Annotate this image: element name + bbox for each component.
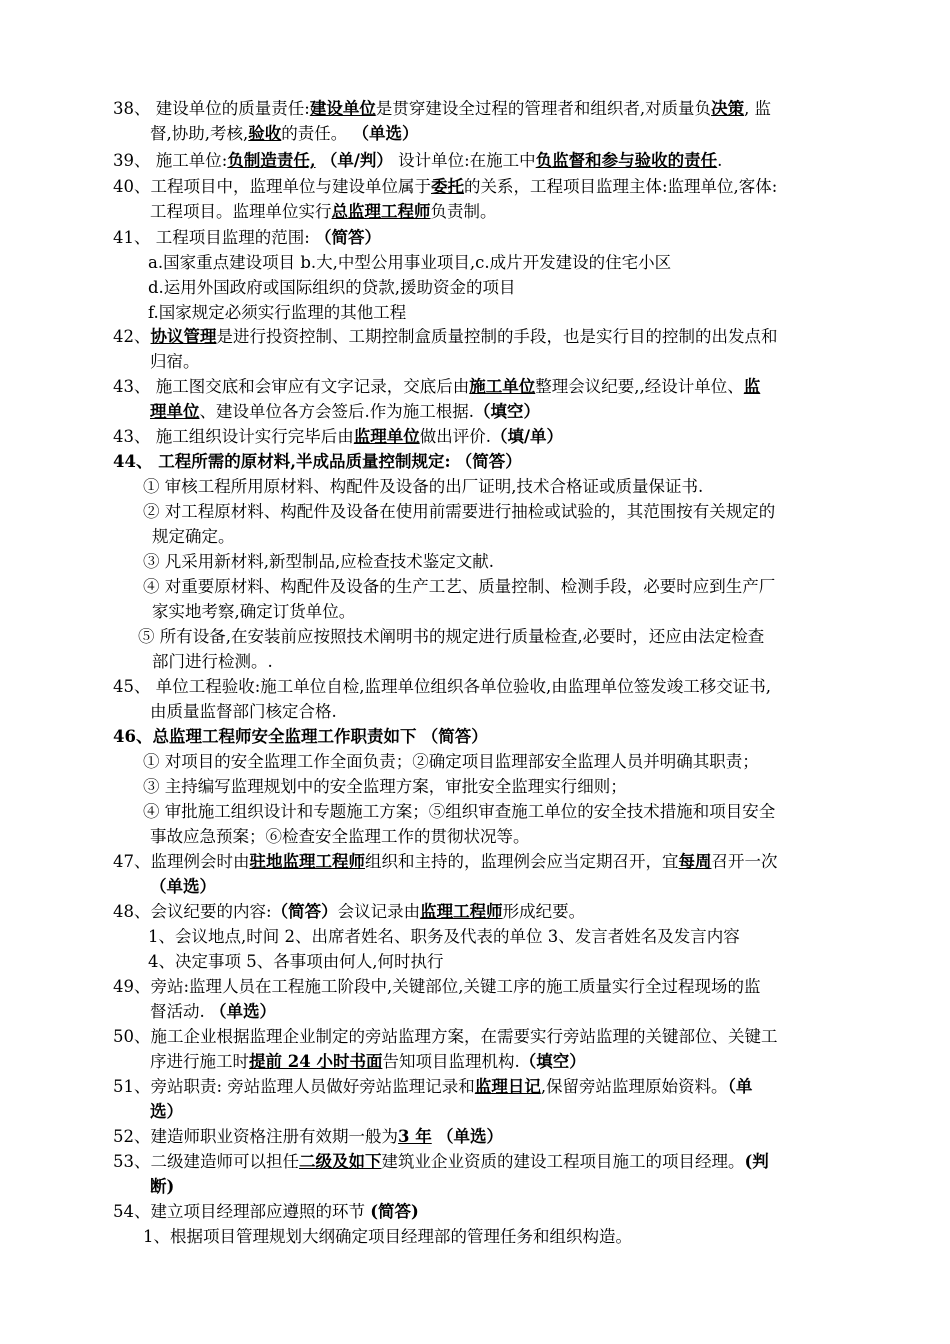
text-segment: 会议记录由 — [337, 902, 421, 921]
key-term: 理单位 — [150, 402, 200, 421]
bold-text: 断) — [150, 1177, 175, 1196]
text-segment: ,保留旁站监理原始资料。 — [540, 1077, 728, 1096]
text-segment: 序进行施工时 — [150, 1052, 249, 1071]
text-line — [150, 825, 530, 849]
text-segment: 工程项目。监理单位实行 — [150, 202, 332, 221]
text-line — [150, 200, 497, 224]
text-line — [150, 1050, 586, 1074]
text-line — [150, 1175, 174, 1199]
bold-text: (判 — [744, 1152, 769, 1171]
bold-text: （单选） — [436, 1127, 503, 1146]
text-segment: 督,协助,考核, — [150, 124, 249, 143]
text-segment: 做出评价. — [419, 427, 491, 446]
text-line — [150, 122, 419, 146]
text-line — [143, 500, 775, 524]
text-line — [113, 175, 777, 199]
text-segment: 家实地考察,确定订货单位。 — [152, 602, 356, 621]
text-line — [113, 97, 771, 121]
text-line — [150, 700, 337, 724]
text-line — [113, 1125, 503, 1149]
text-line — [113, 1200, 419, 1224]
text-segment: 的关系，工程项目监理主体:监理单位,客体: — [464, 177, 778, 196]
text-line — [113, 675, 771, 699]
text-line — [113, 1075, 752, 1099]
text-segment: 54、建立项目经理部应遵照的环节 — [113, 1202, 371, 1221]
text-segment: 组织和主持的，监理例会应当定期召开，宜 — [365, 852, 679, 871]
text-segment: 规定确定。 — [152, 527, 235, 546]
text-line — [113, 850, 778, 874]
text-segment: 由质量监督部门核定合格. — [150, 702, 337, 721]
key-term: 施工单位 — [469, 377, 536, 396]
text-line — [143, 1225, 632, 1249]
text-segment: 形成纪要。 — [502, 902, 586, 921]
text-line — [150, 875, 216, 899]
text-segment: a.国家重点建设项目 b.大,中型公用事业项目,c.成片开发建设的住宅小区 — [148, 253, 672, 272]
text-segment: 归宿。 — [150, 352, 200, 371]
bold-text: （填/单） — [491, 427, 564, 446]
text-segment: 整理会议纪要,,经设计单位、 — [535, 377, 744, 396]
text-line — [143, 800, 775, 824]
text-segment: , 监 — [744, 99, 772, 118]
bold-text: (简答) — [370, 1202, 419, 1221]
text-segment: 42、 — [113, 327, 151, 346]
text-line — [113, 450, 522, 474]
text-segment: 负责制。 — [430, 202, 497, 221]
text-segment: 事故应急预案；⑥检查安全监理工作的贯彻状况等。 — [150, 827, 530, 846]
text-segment: ② 对工程原材料、构配件及设备在使用前需要进行抽检或试验的，其范围按有关规定的 — [143, 502, 776, 521]
bold-text: （单选） — [210, 1002, 276, 1021]
text-segment: 设计单位:在施工中 — [392, 151, 536, 170]
text-segment: 1、会议地点,时间 2、出席者姓名、职务及代表的单位 3、发言者姓名及发言内容 — [148, 927, 740, 946]
text-line — [148, 276, 516, 300]
key-term: 监 — [743, 377, 761, 396]
bold-text: （单/判） — [320, 151, 393, 170]
bold-text: 44、 工程所需的原材料,半成品质量控制规定: — [113, 452, 451, 471]
text-line — [113, 1150, 769, 1174]
key-term: 决策 — [711, 99, 745, 118]
text-segment: 53、二级建造师可以担任 — [113, 1152, 299, 1171]
text-line — [152, 600, 355, 624]
text-segment: 4、决定事项 5、各事项由何人,何时执行 — [148, 952, 444, 971]
text-line — [113, 325, 778, 349]
text-segment: 45、 单位工程验收:施工单位自检,监理单位组织各单位验收,由监理单位签发竣工移交证书, — [113, 677, 772, 696]
text-segment: 49、旁站:监理人员在工程施工阶段中,关键部位,关键工序的施工质量实行全过程现场的监 — [113, 977, 761, 996]
key-term: 监理单位 — [353, 427, 420, 446]
text-line — [150, 1100, 183, 1124]
text-segment: 的责任。 — [281, 124, 353, 143]
key-term: 二级及如下 — [299, 1152, 382, 1171]
text-segment: ③ 主持编写监理规划中的安全监理方案，审批安全监理实行细则； — [143, 777, 627, 796]
bold-text: （填空） — [474, 402, 540, 421]
text-segment: ③ 凡采用新材料,新型制品,应检查技术鉴定文献. — [143, 552, 494, 571]
text-line — [143, 475, 703, 499]
text-segment: ① 对项目的安全监理工作全面负责；②确定项目监理部安全监理人员并明确其职责； — [143, 752, 759, 771]
key-term: 负制造责任, — [227, 151, 316, 170]
text-line — [113, 900, 585, 924]
text-segment: 50、施工企业根据监理企业制定的旁站监理方案，在需要实行旁站监理的关键部位、关键工 — [113, 1027, 778, 1046]
text-segment: 39、 施工单位: — [113, 151, 228, 170]
key-term: 建设单位 — [309, 99, 376, 118]
text-segment: 督活动. — [150, 1002, 210, 1021]
key-term: 验收 — [248, 124, 282, 143]
text-segment: 是进行投资控制、工期控制盒质量控制的手段，也是实行目的控制的出发点和 — [216, 327, 778, 346]
key-term: 总监理工程师 — [331, 202, 431, 221]
bold-text: 46、总监理工程师安全监理工作职责如下 — [113, 727, 417, 746]
text-segment: 43、 施工组织设计实行完毕后由 — [113, 427, 354, 446]
bold-text: （简答） — [421, 727, 488, 746]
key-term: 负监督和参与验收的责任 — [535, 151, 718, 170]
text-line — [143, 575, 775, 599]
text-segment: ⑤ 所有设备,在安装前应按照技术阐明书的规定进行质量检查,必要时，还应由法定检查 — [138, 627, 765, 646]
text-segment: 52、建造师职业资格注册有效期一般为 — [113, 1127, 398, 1146]
text-line — [113, 149, 722, 173]
text-segment: 51、旁站职责: 旁站监理人员做好旁站监理记录和 — [113, 1077, 475, 1096]
text-segment: 召开一次 — [711, 852, 778, 871]
bold-text: （单选） — [150, 877, 216, 896]
key-term: 提前 24 小时书面 — [249, 1052, 383, 1071]
text-segment: 、建设单位各方会签后.作为施工根据. — [199, 402, 474, 421]
text-line — [150, 400, 540, 424]
key-term: 驻地监理工程师 — [249, 852, 365, 871]
key-term: 3 年 — [398, 1127, 432, 1146]
bold-text: （填空） — [519, 1052, 586, 1071]
text-line — [113, 375, 760, 399]
text-segment: 48、会议纪要的内容: — [113, 902, 272, 921]
text-segment: 告知项目监理机构. — [382, 1052, 520, 1071]
text-line — [148, 251, 671, 275]
text-line — [148, 301, 406, 325]
key-term: 委托 — [431, 177, 464, 196]
text-line — [113, 975, 761, 999]
text-line — [148, 950, 444, 974]
text-segment: 41、 工程项目监理的范围: — [113, 228, 316, 247]
text-line — [113, 425, 563, 449]
text-segment: . — [717, 151, 723, 170]
text-line — [113, 226, 381, 250]
bold-text: （简答） — [315, 228, 382, 247]
text-segment: 47、监理例会时由 — [113, 852, 250, 871]
text-line — [150, 350, 200, 374]
text-segment: ① 审核工程所用原材料、构配件及设备的出厂证明,技术合格证或质量保证书. — [143, 477, 704, 496]
key-term: 监理工程师 — [420, 902, 503, 921]
text-segment: 38、 建设单位的质量责任: — [113, 99, 310, 118]
bold-text: （简答） — [271, 902, 338, 921]
text-segment: 部门进行检测。. — [152, 652, 273, 671]
text-line — [113, 725, 488, 749]
text-line — [143, 550, 494, 574]
text-segment: d.运用外国政府或国际组织的贷款,援助资金的项目 — [148, 278, 516, 297]
text-line — [143, 750, 759, 774]
bold-text: （单 — [727, 1077, 753, 1096]
text-segment: 1、根据项目管理规划大纲确定项目经理部的管理任务和组织构造。 — [143, 1227, 632, 1246]
text-line — [150, 1000, 276, 1024]
key-term: 协议管理 — [150, 327, 217, 346]
key-term: 每周 — [678, 852, 712, 871]
key-term: 监理日记 — [474, 1077, 541, 1096]
bold-text: 选） — [150, 1102, 183, 1121]
text-segment: 是贯穿建设全过程的管理者和组织者,对质量负 — [375, 99, 712, 118]
text-line — [138, 625, 764, 649]
text-line — [148, 925, 740, 949]
text-line — [152, 650, 273, 674]
text-segment: f.国家规定必须实行监理的其他工程 — [148, 303, 407, 322]
text-segment: 建筑业企业资质的建设工程项目施工的项目经理。 — [381, 1152, 745, 1171]
text-segment: ④ 对重要原材料、构配件及设备的生产工艺、质量控制、检测手段，必要时应到生产厂 — [143, 577, 776, 596]
text-segment: 43、 施工图交底和会审应有文字记录，交底后由 — [113, 377, 470, 396]
bold-text: （简答） — [455, 452, 522, 471]
text-segment: 40、工程项目中，监理单位与建设单位属于 — [113, 177, 431, 196]
text-line — [113, 1025, 778, 1049]
text-line — [152, 525, 235, 549]
text-line — [143, 775, 627, 799]
bold-text: （单选） — [352, 124, 419, 143]
text-segment: ④ 审批施工组织设计和专题施工方案；⑤组织审查施工单位的安全技术措施和项目安全 — [143, 802, 776, 821]
